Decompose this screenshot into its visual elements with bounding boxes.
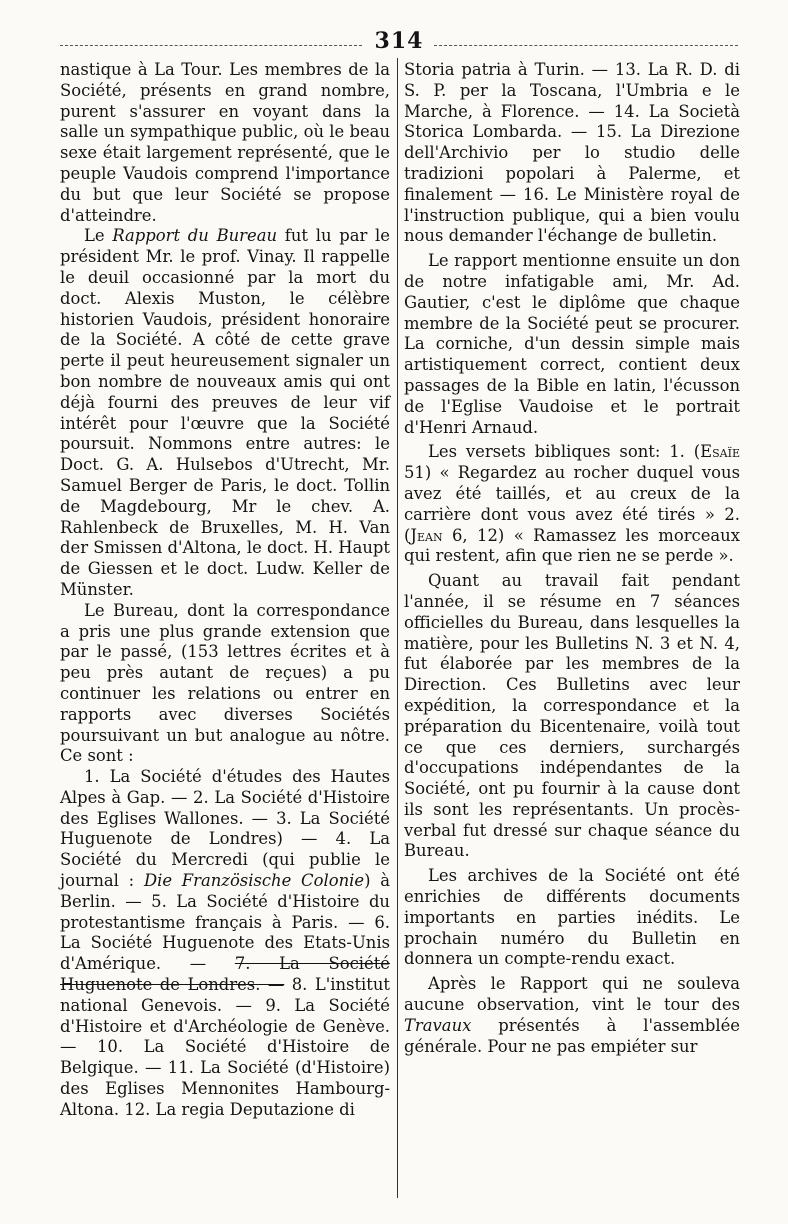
page-header	[60, 28, 738, 54]
paragraph: Les archives de la Société ont été enrichies de différents documents importants en parties inédits. Le prochain numéro du Bulletin en donnera un compte-rendu exact.	[404, 866, 740, 969]
text-run: présentés à l'assemblée générale. Pour ne pas empiéter sur	[404, 1015, 740, 1056]
left-column	[60, 60, 390, 1121]
bible-reference: Jean	[410, 525, 443, 545]
italic-title: Die Französische Colonie	[143, 871, 365, 891]
paragraph	[404, 442, 740, 567]
paragraph	[60, 226, 390, 600]
text-run: Les versets bibliques sont: 1. (	[428, 442, 701, 462]
text-run: fut lu par le président Mr. le prof. Vinay. Il rappelle le deuil occasionné par la mort du doct. Alexis Muston, le célèbre historien Vaudois, président honoraire de la Société. A côté de cette grave perte il peut heureusement signaler un bon nombre de nouveaux amis qui ont déjà fourni des preuves de leur vif intérêt pour l'œuvre que la Société poursuit. Nommons entre autres: le Doct. G. A. Hulsebos d'Utrecht, Mr. Samuel Berger de Paris, le doct. Tollin de Magdebourg, Mr le chev. A. Rahlenbeck de Bruxelles, M. H. Van der Smissen d'Altona, le doct. H. Haupt de Giessen et le doct. Ludw. Keller de Münster.	[60, 226, 390, 599]
text-run: 1. La Société d'études des Hautes Alpes à Gap. — 2. La Société d'Histoire des Eglises Wallones. — 3. La Société Huguenote de Londres) — 4. La Société du Mercredi (qui publie le journal :	[60, 767, 390, 891]
text-run: ) à Berlin. — 5. La Société d'Histoire du protestantisme français à Paris. — 6. La Société Huguenote des Etats-Unis d'Amérique. —	[60, 871, 390, 974]
text-run: 6, 12) « Ramassez les morceaux qui restent, afin que rien ne se perde ».	[404, 525, 740, 566]
paragraph	[404, 974, 740, 1057]
text-run: Le	[84, 226, 113, 246]
column-divider	[397, 58, 398, 1198]
text-run: Après le Rapport qui ne souleva aucune observation, vint le tour des	[404, 974, 740, 1015]
page-number: 314	[374, 28, 424, 54]
italic-title: Rapport du Bureau	[112, 226, 278, 246]
paragraph: Le rapport mentionne ensuite un don de notre infatigable ami, Mr. Ad. Gautier, c'est le diplôme que chaque membre de la Société peut se procurer. La corniche, d'un dessin simple mais artistiquement correct, contient deux passages de la Bible en latin, l'écusson de l'Eglise Vaudoise et le portrait d'Henri Arnaud.	[404, 251, 740, 437]
italic-title: Travaux	[404, 1015, 472, 1035]
paragraph: Le Bureau, dont la correspondance a pris une plus grande extension que par le passé, (153 lettres écrites et à peu près autant de reçues) a pu continuer les relations ou entrer en rapports avec diverses Sociétés poursuivant un but analogue au nôtre. Ce sont :	[60, 600, 390, 766]
paragraph: Storia patria à Turin. — 13. La R. D. di S. P. per la Toscana, l'Umbria e le Marche, à Florence. — 14. La Società Storica Lombarda. — 15. La Direzione dell'Archivio per lo studio delle tradizioni popolari à Palerme, et finalement — 16. Le Ministère royal de l'instruction publique, qui a bien voulu nous demander l'échange de bulletin.	[404, 60, 740, 246]
bible-reference: Esaïe	[700, 442, 740, 462]
paragraph: Quant au travail fait pendant l'année, il se résume en 7 séances officielles du Bureau, dans lesquelles la matière, pour les Bulletins N. 3 et N. 4, fut élaborée par les membres de la Direction. Ces Bulletins avec leur expédition, la correspondance et la préparation du Bicentenaire, voilà tout ce que ces derniers, surchargés d'occupations indépendantes de la Société, ont pu fournir à la cause dont ils sont les représentants. Un procès-verbal fut dressé sur chaque séance du Bureau.	[404, 571, 740, 861]
right-column	[404, 60, 740, 1057]
struck-text: 7. La Société Huguenote de Londres. —	[60, 954, 390, 995]
text-run: 8. L'institut national Genevois. — 9. La Société d'Histoire et d'Archéologie de Genève. — 10. La Société d'Histoire de Belgique. — 11. La Société (d'Histoire) des Eglises Mennonites Hambourg-Altona. 12. La regia Deputazione di	[60, 975, 391, 1119]
header-rule-right	[434, 45, 738, 46]
text-run: 51) « Regardez au rocher duquel vous avez été taillés, et au creux de la carrière dont vous avez été tirés » 2. (	[404, 463, 740, 545]
society-list	[60, 767, 390, 1121]
paragraph: nastique à La Tour. Les membres de la Société, présents en grand nombre, purent s'assurer en voyant dans la salle un sympathique public, où le beau sexe était largement représenté, que le peuple Vaudois comprend l'importance du but que leur Société se propose d'atteindre.	[60, 60, 390, 225]
